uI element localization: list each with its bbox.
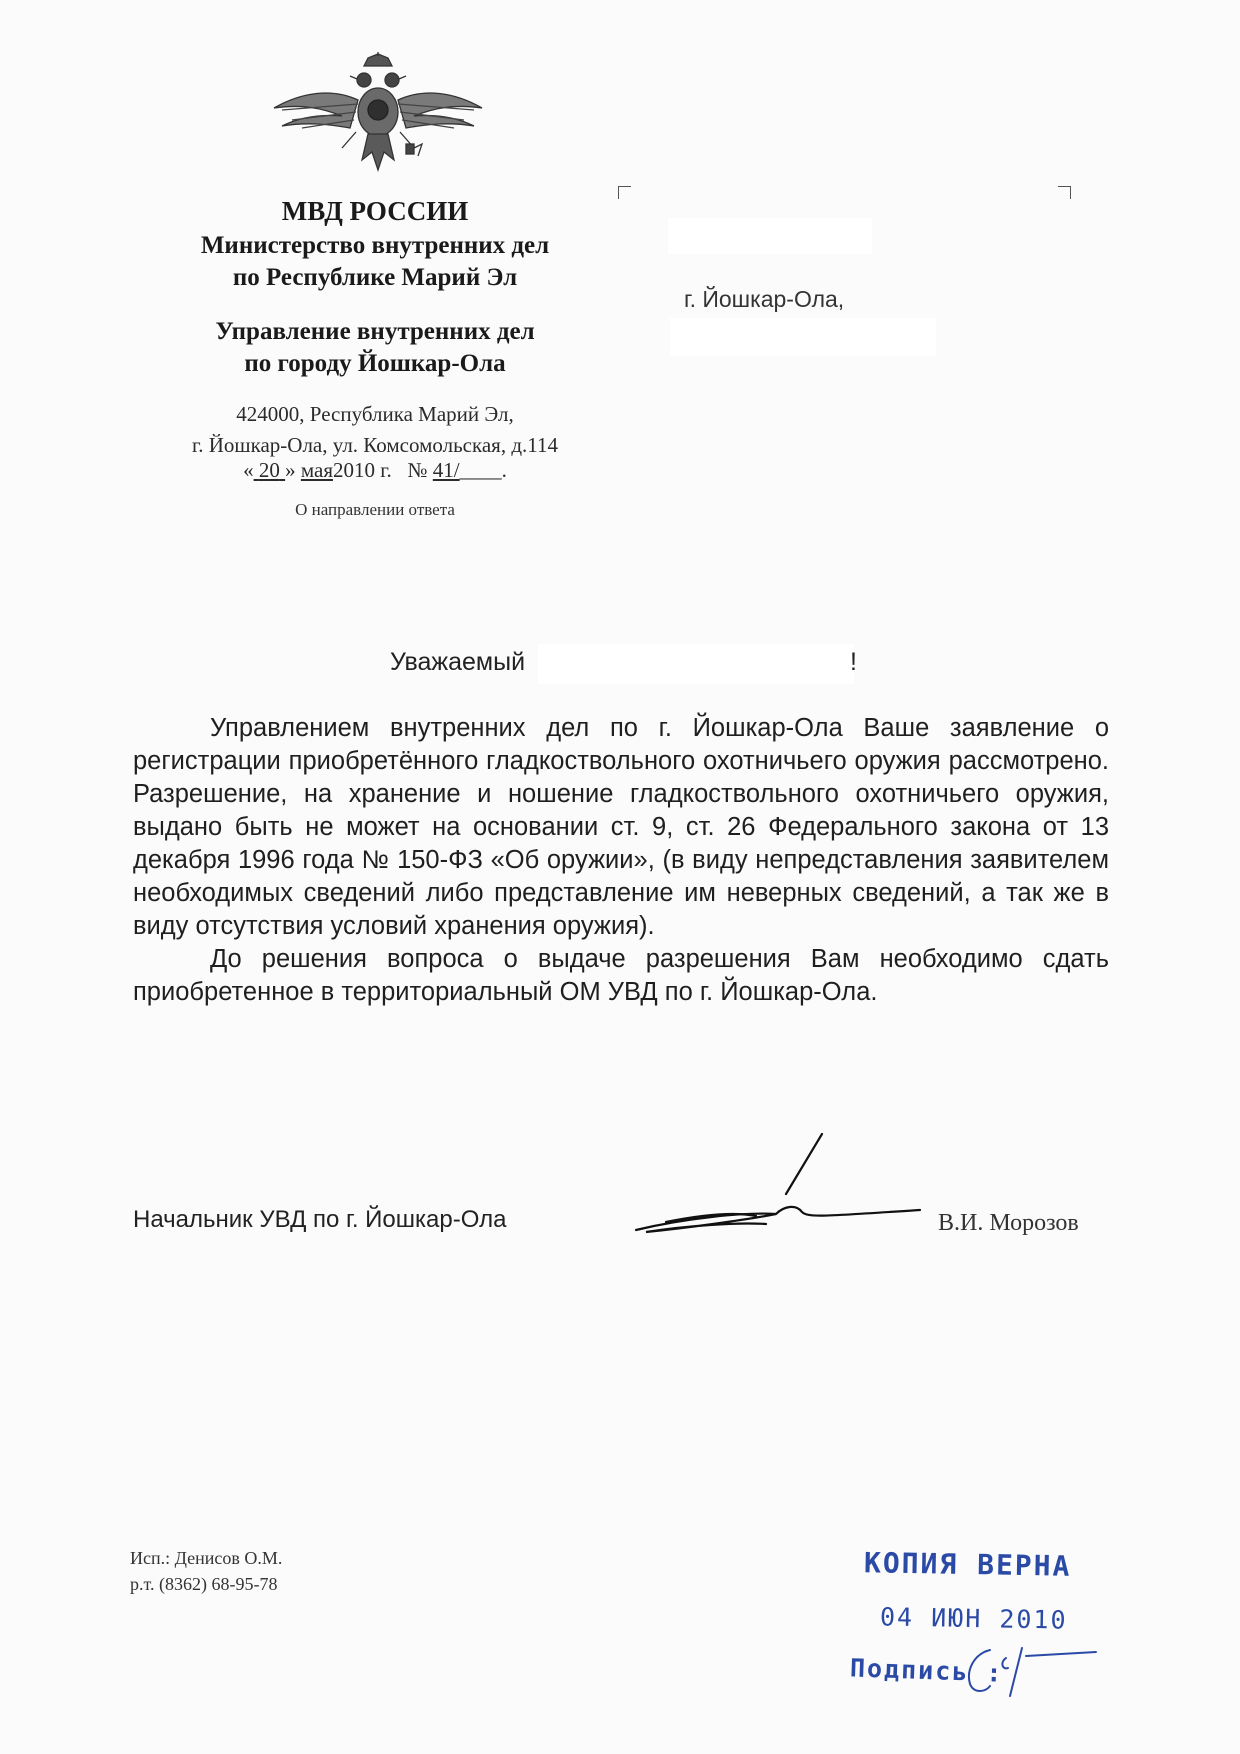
redacted-addressee-name — [668, 218, 872, 254]
body-paragraph-1: Управлением внутренних дел по г. Йошкар-Ола Ваше заявление о регистрации приобретённого гладкоствольного охотничьего оружия рассмотрено. Разрешение, на хранение и ношение гладкоствольного охотничьего оружия, выдано быть не может на основании ст. 9, ст. 26 Федерального закона от 13 декабря 1996 года № 150-ФЗ «Об оружии», (в виду непредставления заявителем необходимых сведений либо представление им неверных сведений, а так же в виду отсутствия условий хранения оружия). — [133, 714, 1109, 940]
date-year: 2010 г. — [333, 458, 392, 482]
department-name — [140, 316, 610, 380]
address-line-2: г. Йошкар-Ола, ул. Комсомольская, д.114 — [192, 433, 558, 457]
address-line-1: 424000, Республика Марий Эл, — [236, 402, 514, 426]
executor-phone: р.т. (8362) 68-95-78 — [130, 1574, 278, 1594]
executor-name: Исп.: Денисов О.М. — [130, 1548, 283, 1568]
salutation-exclamation: ! — [850, 648, 857, 676]
eagle-emblem-icon — [272, 52, 484, 182]
stamp-signature-scribble-icon — [960, 1640, 1100, 1700]
signatory-position: Начальник УВД по г. Йошкар-Ола — [133, 1206, 507, 1233]
doc-number-blank: ____. — [459, 458, 507, 482]
redacted-recipient-name — [538, 644, 854, 684]
signatory-name: В.И. Морозов — [938, 1210, 1079, 1236]
address-corner-left — [618, 186, 631, 199]
redacted-addressee-street — [670, 318, 936, 356]
ministry-line-1: Министерство внутренних дел — [200, 232, 550, 259]
date-month: мая — [300, 458, 333, 482]
department-line-2: по городу Йошкар-Ола — [244, 350, 506, 377]
sender-address — [140, 399, 610, 461]
addressee-city: г. Йошкар-Ола, — [684, 286, 845, 312]
body-paragraph-2: До решения вопроса о выдаче разрешения Вам необходимо сдать приобретенное в территориальный ОМ УВД по г. Йошкар-Ола. — [133, 945, 1109, 1006]
org-main: МВД РОССИИ — [281, 196, 469, 226]
letter-body — [133, 712, 1109, 1009]
address-corner-right — [1058, 186, 1071, 199]
ministry-line-2: по Республике Марий Эл — [232, 264, 518, 291]
stamp-signature-label: Подпись : — [849, 1653, 1004, 1688]
handwritten-signature-icon — [626, 1132, 936, 1244]
doc-number: 41/ — [432, 458, 460, 482]
salutation: Уважаемый — [390, 648, 526, 676]
date-and-number — [140, 458, 610, 483]
date-close-quote: » — [285, 458, 296, 482]
date-day: 20 — [258, 458, 280, 482]
department-line-1: Управление внутренних дел — [215, 318, 535, 345]
doc-number-prefix: № — [407, 458, 428, 482]
date-open-quote: « — [243, 458, 254, 482]
stamp-date: 04 ИЮН 2010 — [879, 1602, 1068, 1635]
ministry-name — [140, 230, 610, 294]
letter-subject: О направлении ответа — [295, 500, 455, 519]
copy-certified-stamp: КОПИЯ ВЕРНА — [863, 1546, 1072, 1583]
